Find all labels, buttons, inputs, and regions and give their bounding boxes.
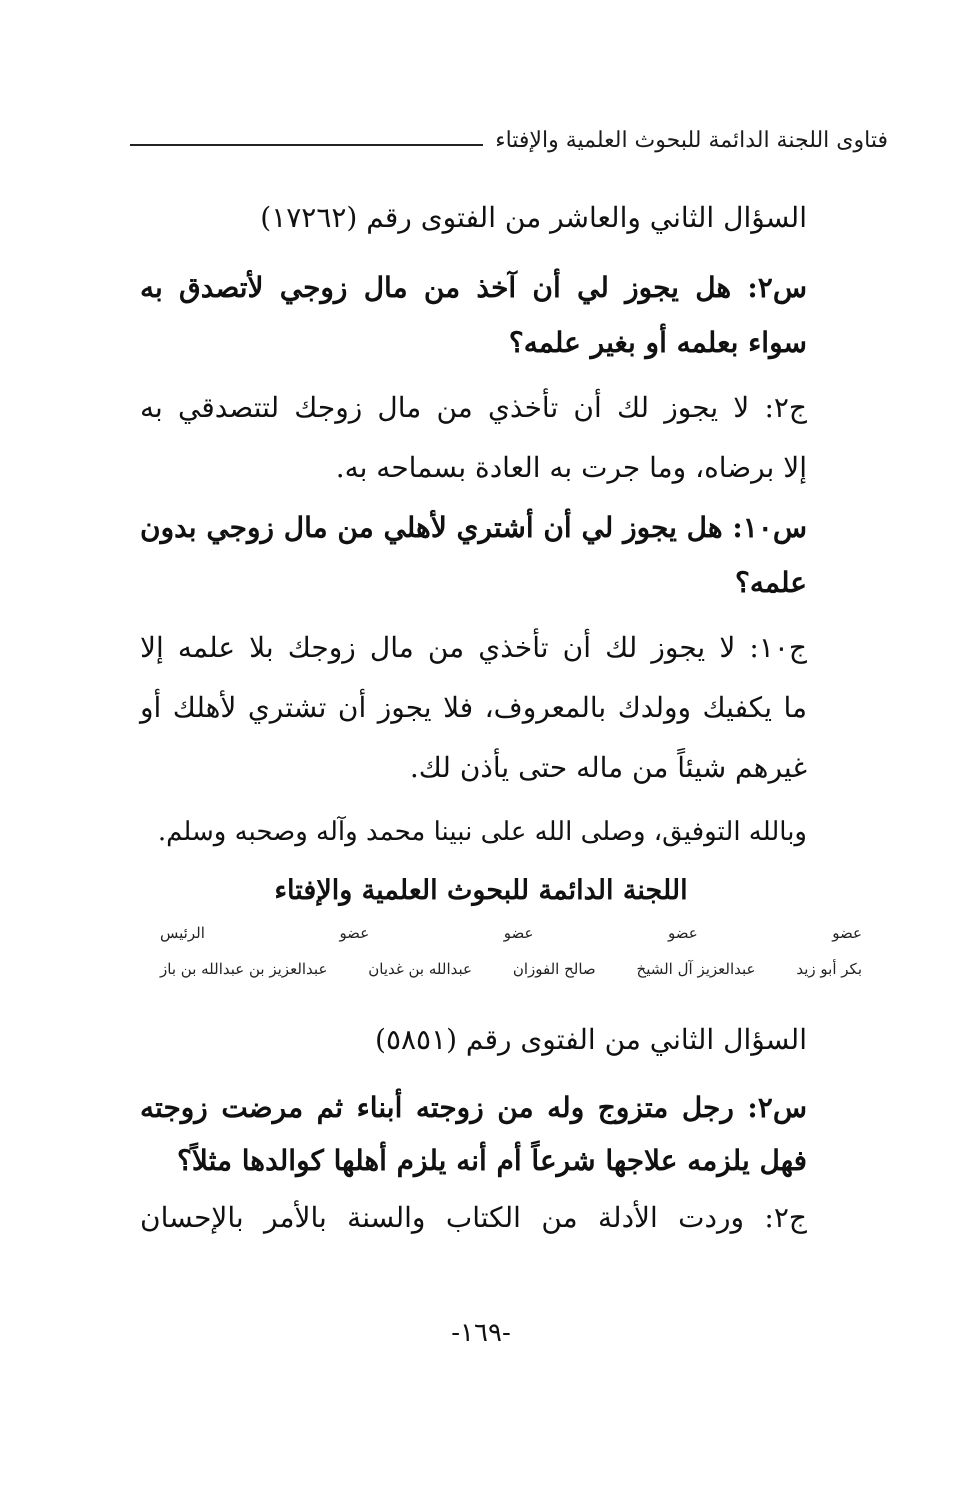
answer-2-line-2: إلا برضاه، وما جرت به العادة بسماحه به. (335, 451, 807, 484)
answer-10-line-3: غيرهم شيئاً من ماله حتى يأذن لك. (409, 751, 807, 784)
signature-role: عضو (832, 924, 862, 942)
header-title: فتاوى اللجنة الدائمة للبحوث العلمية والإفتاء (495, 128, 888, 153)
section2-heading: السؤال الثاني من الفتوى رقم (٥٨٥١) (375, 1023, 807, 1056)
signature-roles (160, 924, 862, 942)
question-2b-line-2: فهل يلزمه علاجها شرعاً أم أنه يلزم أهلها كوالدها مثلاً؟ (177, 1144, 807, 1177)
section1-heading: السؤال الثاني والعاشر من الفتوى رقم (١٧٢٦٢) (260, 201, 807, 234)
signature-name: صالح الفوزان (512, 960, 596, 978)
answer-10-line-1: ج١٠: لا يجوز لك أن تأخذي من مال زوجك بلا علمه إلا (140, 631, 807, 664)
answer-2-line-1: ج٢: لا يجوز لك أن تأخذي من مال زوجك لتتصدقي به (140, 391, 807, 424)
answer-2b-line-1: ج٢: وردت الأدلة من الكتاب والسنة بالأمر بالإحسان (140, 1201, 807, 1234)
question-2-line-1: س٢: هل يجوز لي أن آخذ من مال زوجي لأتصدق به (140, 271, 807, 304)
signature-role: عضو (503, 924, 534, 942)
closing-prayer: وبالله التوفيق، وصلى الله على نبينا محمد وآله وصحبه وسلم. (157, 817, 807, 847)
signature-role: عضو (339, 924, 370, 942)
question-2b-line-1: س٢: رجل متزوج وله من زوجته أبناء ثم مرضت زوجته (140, 1091, 807, 1124)
signature-role: الرئيس (160, 924, 205, 942)
answer-10-line-2: ما يكفيك وولدك بالمعروف، فلا يجوز أن تشتري لأهلك أو (140, 691, 807, 724)
signature-name: بكر أبو زيد (796, 960, 862, 978)
header-rule (130, 144, 483, 146)
signature-names (160, 960, 862, 978)
question-2-line-2: سواء بعلمه أو بغير علمه؟ (508, 326, 807, 359)
running-header (130, 128, 888, 153)
committee-title: اللجنة الدائمة للبحوث العلمية والإفتاء (274, 875, 688, 906)
question-10-line-2: علمه؟ (734, 566, 807, 599)
signature-name: عبدالله بن غديان (368, 960, 472, 978)
question-10-line-1: س١٠: هل يجوز لي أن أشتري لأهلي من مال زوجي بدون (140, 511, 807, 544)
signature-role: عضو (668, 924, 698, 942)
page-number: -١٦٩- (451, 1318, 511, 1348)
signature-name: عبدالعزيز بن عبدالله بن باز (160, 960, 328, 978)
signature-name: عبدالعزيز آل الشيخ (636, 960, 756, 978)
